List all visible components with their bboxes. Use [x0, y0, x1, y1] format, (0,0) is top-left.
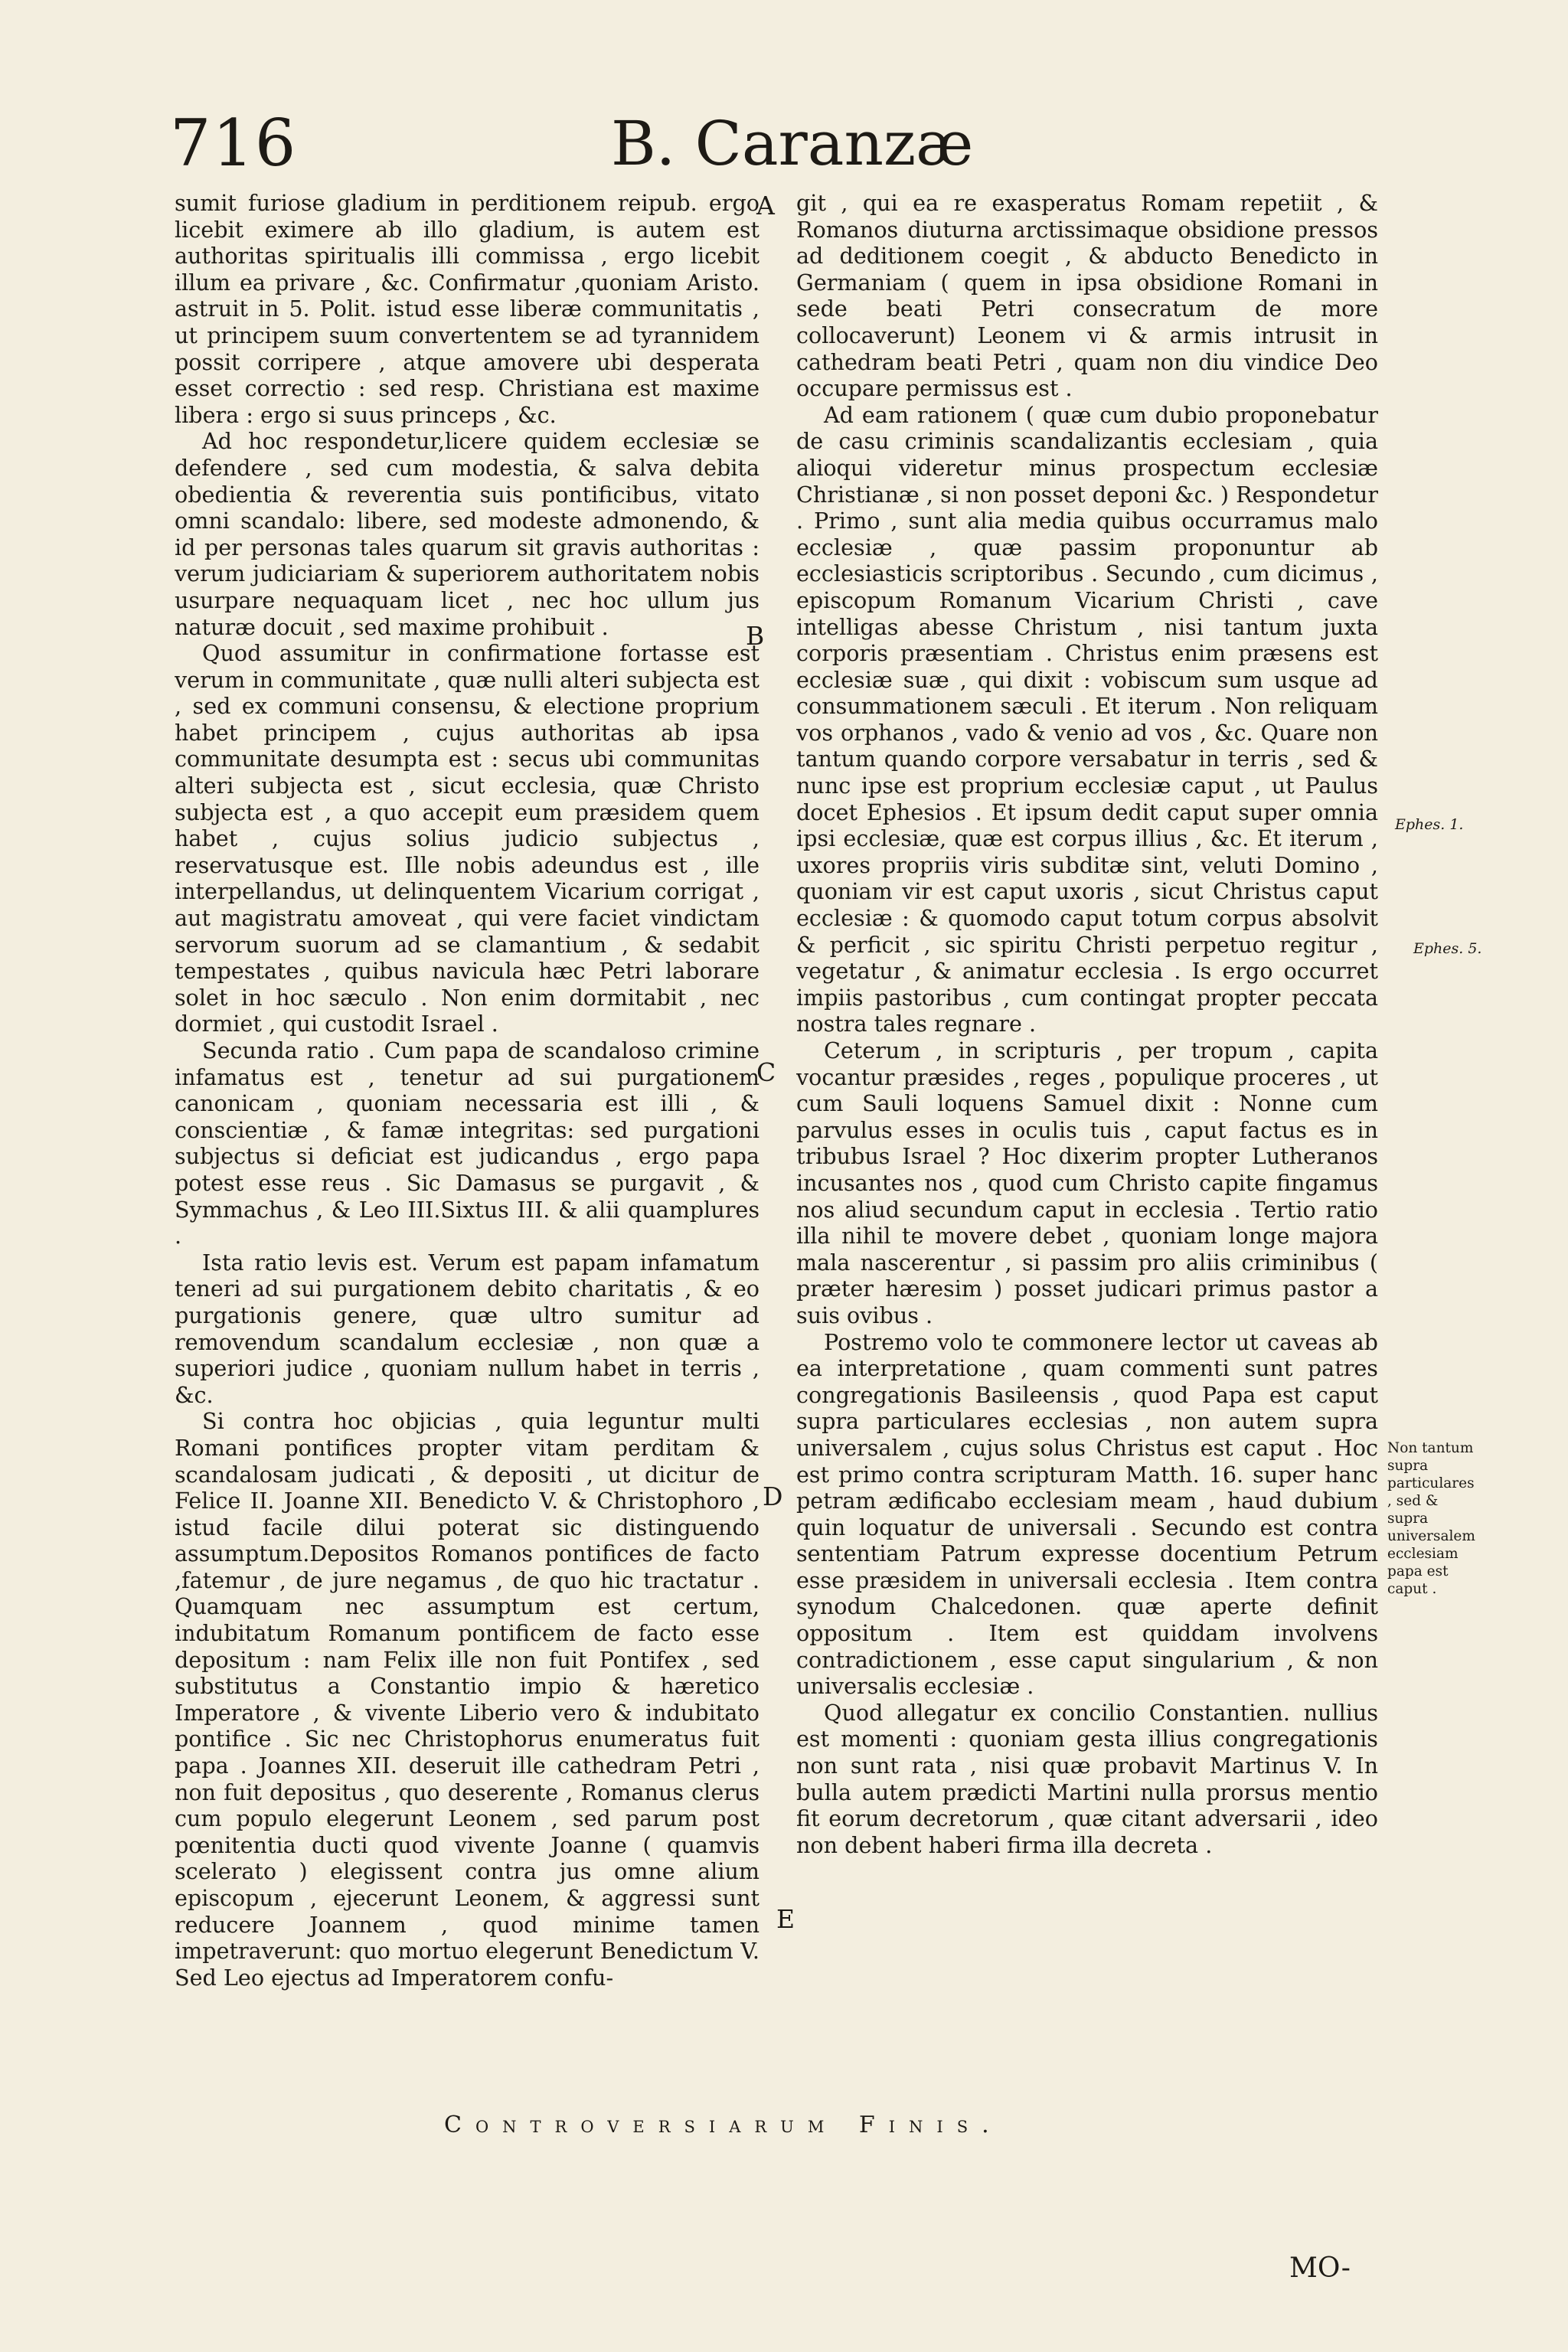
section-marker-a: A	[756, 191, 775, 220]
paragraph: Si contra hoc objicias , quia leguntur multi Romani pontifices propter vitam perditam & scandalosam judicati , & depositi , ut dicitur de Felice II. Joanne XII. Benedicto V. & Christophoro , istud facile dilui poterat sic distinguendo assumptum.Depositos Romanos pontifices de facto ,fatemur , de jure negamus , de quo hic tractatur . Quamquam nec assumptum est certum, indubitatum Romanum pontificem de facto esse depositum : nam Felix ille non fuit Pontifex , sed substitutus a Constantio impio & hæretico Imperatore , & vivente Liberio vero & indubitato pontifice . Sic nec Christophorus enumeratus fuit papa . Joannes XII. deseruit ille cathedram Petri , non fuit depositus , quo deserente , Romanus clerus cum populo elegerunt Leonem , sed parum post pœnitentia ducti quod vivente Joanne ( quamvis scelerato ) elegissent contra jus omne alium episcopum , ejecerunt Leonem, & aggressi sunt reducere Joannem , quod minime tamen impetraverunt: quo mortuo elegerunt Benedictum V. Sed Leo ejectus ad Imperatorem confu-	[175, 1408, 760, 1991]
margin-reference: Ephes. 5.	[1413, 940, 1482, 957]
left-column	[175, 190, 760, 2069]
paragraph: Ad hoc respondetur,licere quidem ecclesiæ se defendere , sed cum modestia, & salva debita obedientia & reverentia suis pontificibus, vitato omni scandalo: libere, sed modeste admonendo, & id per personas tales quarum sit gravis authoritas : verum judiciariam & superiorem authoritatem nobis usurpare nequaquam licet , nec hoc ullum jus naturæ docuit , sed maxime prohibuit .	[175, 428, 760, 640]
section-marker-b: B	[746, 621, 765, 651]
section-marker-c: C	[756, 1057, 776, 1087]
paragraph: Ad eam rationem ( quæ cum dubio proponebatur de casu criminis scandalizantis ecclesiam , quia alioqui videretur minus prospectum ecclesiæ Christianæ , si non posset deponi &c. ) Respondetur . Primo , sunt alia media quibus occurramus malo ecclesiæ , quæ passim proponuntur ab ecclesiasticis scriptoribus . Secundo , cum dicimus , episcopum Romanum Vicarium Christi , cave intelligas abesse Christum , nisi tantum juxta corporis præsentiam . Christus enim præsens est ecclesiæ suæ , qui dixit : vobiscum sum usque ad consummationem sæculi . Et iterum . Non reliquam vos orphanos , vado & venio ad vos , &c. Quare non tantum quando corpore versabatur in terris , sed & nunc ipse est proprium ecclesiæ caput , ut Paulus docet Ephesios . Et ipsum dedit caput super omnia ipsi ecclesiæ, quæ est corpus illius , &c. Et iterum , uxores propriis viris subditæ sint, veluti Domino , quoniam vir est caput uxoris , sicut Christus caput ecclesiæ : & quomodo caput totum corpus absolvit & perficit , sic spiritu Christi perpetuo regitur , vegetatur , & animatur ecclesia . Is ergo occurret impiis pastoribus , cum contingat propter peccata nostra tales regnare .	[796, 401, 1378, 1037]
paragraph: git , qui ea re exasperatus Romam repetiit , & Romanos diuturna arctissimaque obsidione pressos ad deditionem coegit , & abducto Benedicto in Germaniam ( quem in ipsa obsidione Romani in sede beati Petri consecratum de more collocaverunt) Leonem vi & armis intrusit in cathedram beati Petri , quam non diu vindice Deo occupare permissus est .	[796, 190, 1378, 402]
section-marker-d: D	[763, 1481, 783, 1511]
margin-reference: Ephes. 1.	[1395, 816, 1464, 833]
right-column	[796, 190, 1378, 2069]
paragraph: Quod allegatur ex concilio Constantien. nullius est momenti : quoniam gesta illius congregationis non sunt rata , nisi quæ probavit Martinus V. In bulla autem prædicti Martini nulla prorsus mentio fit eorum decretorum , quæ citant adversarii , ideo non debent haberi firma illa decreta .	[796, 1699, 1378, 1858]
paragraph: Quod assumitur in confirmatione fortasse est verum in communitate , quæ nulli alteri subjecta est , sed ex communi consensu, & electione proprium habet principem , cujus authoritas ab ipsa communitate desumpta est : secus ubi communitas alteri subjecta est , sicut ecclesia, quæ Christo subjecta est , a quo accepit eum præsidem quem habet , cujus solius judicio subjectus , reservatusque est. Ille nobis adeundus est , ille interpellandus, ut delinquentem Vicarium corrigat , aut magistratu amoveat , qui vere faciet vindictam servorum suorum ad se clamantium , & sedabit tempestates , quibus navicula hæc Petri laborare solet in hoc sæculo . Non enim dormitabit , nec dormiet , qui custodit Israel .	[175, 640, 760, 1037]
catchword: MO-	[1289, 2252, 1351, 2284]
paragraph: Postremo volo te commonere lector ut caveas ab ea interpretatione , quam commenti sunt patres congregationis Basileensis , quod Papa est caput supra particulares ecclesias , non autem supra universalem , cujus solus Christus est caput . Hoc est primo contra scripturam Matth. 16. super hanc petram ædificabo ecclesiam meam , haud dubium quin loquatur de universali . Secundo est contra sententiam Patrum expresse docentium Petrum esse præsidem in universali ecclesia . Item contra synodum Chalcedonen. quæ aperte definit oppositum . Item est quiddam involvens contradictionem , esse caput singularium , & non universalis ecclesiæ .	[796, 1328, 1378, 1700]
section-marker-e: E	[776, 1904, 795, 1934]
running-head: B. Caranzæ	[611, 108, 974, 179]
page-number: 716	[170, 106, 298, 181]
paragraph: Secunda ratio . Cum papa de scandaloso crimine infamatus est , tenetur ad sui purgationem canonicam , quoniam necessaria est illi , & conscientiæ , & famæ integritas: sed purgationi subjectus si deficiat est judicandus , ergo papa potest esse reus . Sic Damasus se purgavit , & Symmachus , & Leo III.Sixtus III. & alii quamplures .	[175, 1037, 760, 1250]
finis-line: Controversiarum Finis.	[444, 2112, 1003, 2138]
paragraph: sumit furiose gladium in perditionem reipub. ergo licebit eximere ab illo gladium, is autem est authoritas spiritualis illi commissa , ergo licebit illum ea privare , &c. Confirmatur ,quoniam Aristo. astruit in 5. Polit. istud esse liberæ communitatis , ut principem suum convertentem se ad tyrannidem possit corripere , atque amovere ubi desperata esset correctio : sed resp. Christiana est maxime libera : ergo si suus princeps , &c.	[175, 190, 760, 428]
paragraph: Ceterum , in scripturis , per tropum , capita vocantur præsides , reges , populique proceres , ut cum Sauli loquens Samuel dixit : Nonne cum parvulus esses in oculis tuis , caput factus es in tribubus Israel ? Hoc dixerim propter Lutheranos incusantes nos , quod cum Christo capite fingamus nos aliud secundum caput in ecclesia . Tertio ratio illa nihil te movere debet , quoniam longe majora mala nascerentur , si passim pro aliis criminibus ( præter hæresim ) posset judicari primus pastor a suis ovibus .	[796, 1037, 1378, 1328]
margin-note: Non tantum supra particulares , sed & supra universalem ecclesiam papa est caput .	[1387, 1440, 1475, 1597]
paragraph: Ista ratio levis est. Verum est papam infamatum teneri ad sui purgationem debito charitatis , & eo purgationis genere, quæ ultro sumitur ad removendum scandalum ecclesiæ , non quæ a superiori judice , quoniam nullum habet in terris , &c.	[175, 1249, 760, 1408]
